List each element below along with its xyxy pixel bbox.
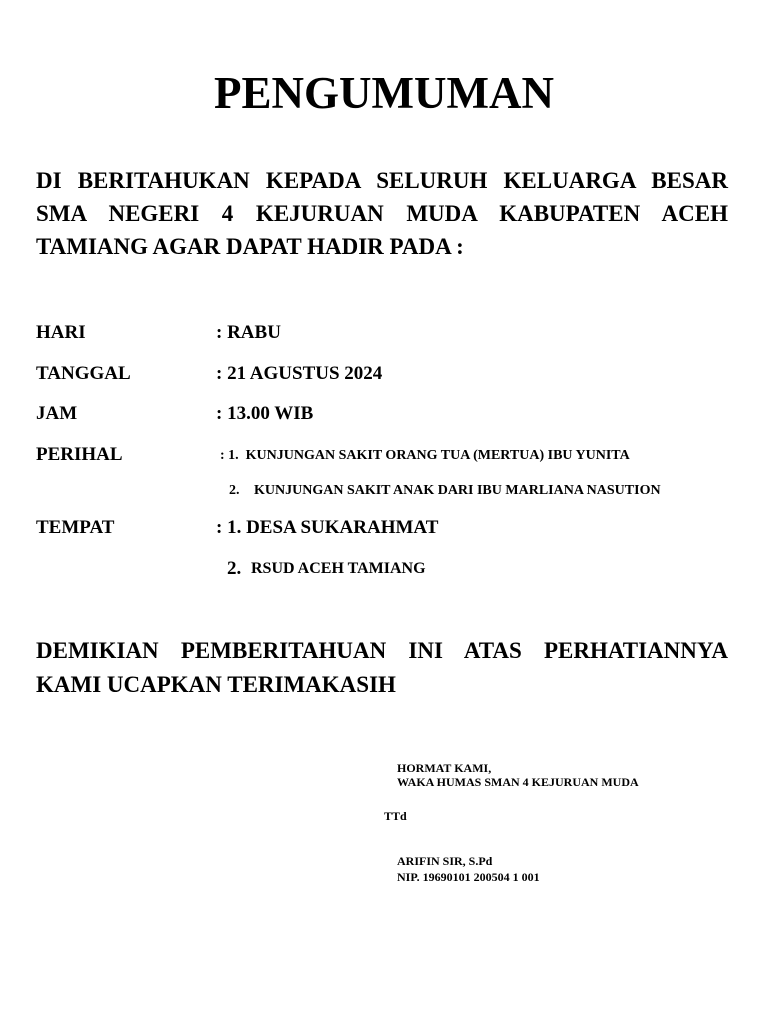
signature-nip: NIP. 19690101 200504 1 001 — [397, 870, 540, 884]
hari-value: : RABU — [216, 322, 281, 343]
signature-name: ARIFIN SIR, S.Pd — [397, 854, 493, 868]
signature-greeting: HORMAT KAMI, — [397, 761, 492, 775]
tempat-item-1: : 1. DESA SUKARAHMAT — [216, 517, 439, 538]
intro-paragraph: DI BERITAHUKAN KEPADA SELURUH KELUARGA BESAR SMA NEGERI 4 KEJURUAN MUDA KABUPATEN ACEH TAMIANG AGAR DAPAT HADIR PADA : — [36, 168, 728, 259]
closing-paragraph: DEMIKIAN PEMBERITAHUAN INI ATAS PERHATIANNYA KAMI UCAPKAN TERIMAKASIH — [36, 638, 728, 697]
perihal-label: PERIHAL — [36, 444, 123, 465]
tanggal-label: TANGGAL — [36, 363, 131, 384]
tanggal-value: : 21 AGUSTUS 2024 — [216, 363, 383, 384]
perihal-item-1: : 1. KUNJUNGAN SAKIT ORANG TUA (MERTUA) IBU YUNITA — [220, 448, 630, 463]
signature-ttd: TTd — [384, 809, 407, 823]
perihal-item-2-number: 2. — [229, 483, 240, 498]
signature-position: WAKA HUMAS SMAN 4 KEJURUAN MUDA — [397, 775, 639, 789]
tempat-label: TEMPAT — [36, 517, 115, 538]
jam-value: : 13.00 WIB — [216, 403, 314, 424]
perihal-item-2-text: KUNJUNGAN SAKIT ANAK DARI IBU MARLIANA NASUTION — [254, 483, 661, 498]
hari-label: HARI — [36, 322, 86, 343]
tempat-item-2-number: 2. — [227, 558, 242, 579]
page-title: PENGUMUMAN — [214, 68, 554, 118]
tempat-item-2-text: RSUD ACEH TAMIANG — [251, 560, 426, 577]
jam-label: JAM — [36, 403, 78, 424]
